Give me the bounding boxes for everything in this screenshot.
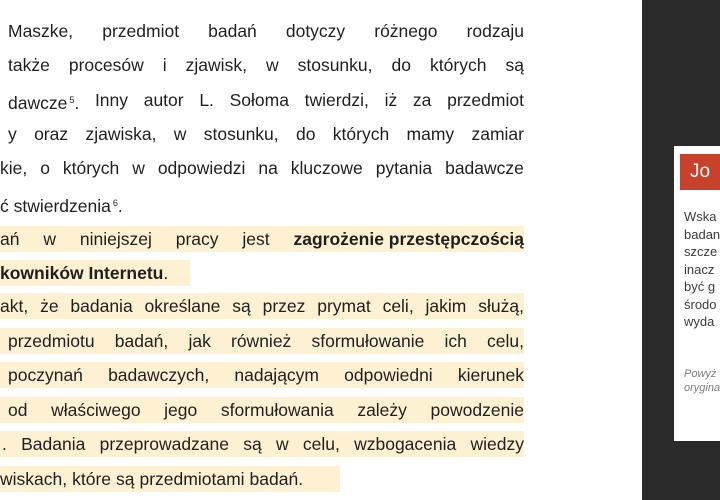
word: badawcze — [445, 158, 524, 178]
word: w — [43, 229, 56, 249]
word: akt, — [0, 296, 29, 316]
word: kierunek — [457, 365, 524, 385]
word: odpowiedzi — [157, 158, 246, 178]
word: twierdzi, — [304, 90, 369, 110]
word: przedmiotami — [139, 469, 245, 489]
word: zjawiska, — [85, 124, 157, 144]
highlighted-line — [0, 431, 524, 457]
word: różnego — [374, 21, 438, 41]
text-line — [0, 155, 524, 181]
word: o — [40, 158, 50, 178]
word: niniejszej — [79, 229, 152, 249]
word: na — [258, 158, 278, 178]
word: . — [74, 93, 80, 113]
highlighted-line — [0, 397, 524, 423]
text-line — [0, 190, 524, 216]
card-body-line: środo — [684, 296, 717, 312]
word: jakim — [425, 296, 467, 316]
word: dotyczy — [285, 21, 346, 41]
card-body — [684, 208, 720, 331]
word: oraz — [34, 124, 69, 144]
card-body-line: być g — [684, 279, 716, 294]
word: są — [116, 469, 135, 489]
card-note — [684, 367, 720, 395]
word: określane — [144, 296, 221, 316]
word: i — [162, 55, 167, 75]
word: w — [132, 158, 145, 178]
word: celu, — [487, 331, 524, 351]
word: badań — [208, 21, 257, 41]
footnote-marker[interactable]: 5 — [69, 95, 75, 105]
word: Inny — [94, 90, 129, 110]
word: sformułowanie — [311, 331, 425, 351]
word: zależy — [357, 400, 407, 420]
word: także — [8, 55, 50, 75]
word: badania — [70, 296, 133, 316]
word: ań — [0, 229, 20, 249]
word: ć stwierdzenia — [0, 196, 111, 216]
word: za — [412, 90, 432, 110]
highlighted-line — [0, 293, 524, 319]
word: przedmiotu — [8, 331, 95, 351]
word: których — [62, 158, 120, 178]
word: kluczowe — [290, 158, 363, 178]
highlighted-line — [0, 328, 524, 354]
word: są — [232, 296, 251, 316]
word: jego — [164, 400, 198, 420]
word: wzbogacenia — [354, 434, 457, 454]
word: do — [391, 55, 411, 75]
card-body-line: szcze — [684, 244, 718, 259]
card-note-line: Powyż — [684, 368, 717, 380]
word: że — [40, 296, 59, 316]
word: odpowiedni — [344, 365, 433, 385]
word: autor — [143, 90, 184, 110]
word: służą, — [478, 296, 524, 316]
card-body-line: badan — [684, 226, 720, 242]
word: przeprowadzane — [99, 434, 229, 454]
highlighted-line — [0, 226, 524, 252]
word: prymat — [317, 296, 371, 316]
word: L. — [199, 90, 214, 110]
word: zamiar — [471, 124, 524, 144]
word: celi, — [382, 296, 414, 316]
side-panel — [642, 0, 720, 500]
word: badawczych, — [108, 365, 210, 385]
word: które — [72, 469, 112, 489]
word: w — [265, 55, 279, 75]
word: przedmiot — [102, 21, 180, 41]
word: dawcze — [8, 93, 68, 113]
text-line — [8, 18, 524, 44]
word: pracy — [175, 229, 219, 249]
word: pytania — [375, 158, 433, 178]
bold-phrase — [0, 260, 168, 286]
bold-phrase — [294, 226, 525, 252]
card-body-line: inacz — [684, 261, 715, 277]
word: Badania — [21, 434, 86, 454]
word: jak — [188, 331, 211, 351]
word: y — [8, 124, 17, 144]
card-body-line: Wska — [684, 209, 717, 224]
card-title[interactable]: Jo — [680, 154, 720, 190]
word: powodzenie — [430, 400, 524, 420]
word: nadającym — [234, 365, 320, 385]
word: kie, — [0, 158, 28, 178]
card-body-line: wyda — [684, 314, 715, 329]
highlighted-line — [0, 466, 340, 492]
word: zjawisk, — [185, 55, 247, 75]
bold-text: kowników Internetu — [0, 263, 164, 283]
word: również — [231, 331, 292, 351]
word: rodzaju — [466, 21, 524, 41]
highlighted-line — [0, 260, 190, 286]
word: wiedzy — [470, 434, 524, 454]
word: przez — [262, 296, 306, 316]
bold-text: zagrożenie przestępczością — [293, 229, 524, 249]
word: od — [8, 400, 28, 420]
word: badań. — [249, 469, 304, 489]
word-with-footnote — [0, 190, 123, 216]
word: których — [430, 55, 487, 75]
highlighted-line — [0, 362, 524, 388]
word: . — [2, 434, 7, 454]
word: celu, — [302, 434, 340, 454]
word: badań, — [114, 331, 169, 351]
text-line — [8, 87, 524, 113]
word: są — [243, 434, 262, 454]
word: . — [117, 196, 123, 216]
word: sformułowania — [220, 400, 334, 420]
word: stosunku, — [297, 55, 373, 75]
word: przedmiot — [447, 90, 524, 110]
word: do — [295, 124, 316, 144]
word-with-footnote — [8, 87, 79, 113]
word: mamy — [406, 124, 455, 144]
text-line — [8, 52, 524, 78]
word: Maszke, — [8, 21, 74, 41]
card-note-line: orygina — [684, 382, 720, 394]
info-card[interactable] — [674, 146, 720, 441]
word: stosunku, — [203, 124, 279, 144]
footnote-marker[interactable]: 6 — [112, 198, 118, 208]
word: wiskach, — [0, 469, 68, 489]
word: poczynań — [8, 365, 83, 385]
text-line — [8, 121, 524, 147]
word: są — [505, 55, 524, 75]
word: właściwego — [51, 400, 141, 420]
word: iż — [384, 90, 398, 110]
word: w — [173, 124, 187, 144]
word: Sołoma — [229, 90, 289, 110]
word: których — [332, 124, 390, 144]
word: ich — [444, 331, 467, 351]
word: . — [163, 263, 169, 283]
word: jest — [242, 229, 270, 249]
word: procesów — [68, 55, 144, 75]
word: w — [275, 434, 289, 454]
